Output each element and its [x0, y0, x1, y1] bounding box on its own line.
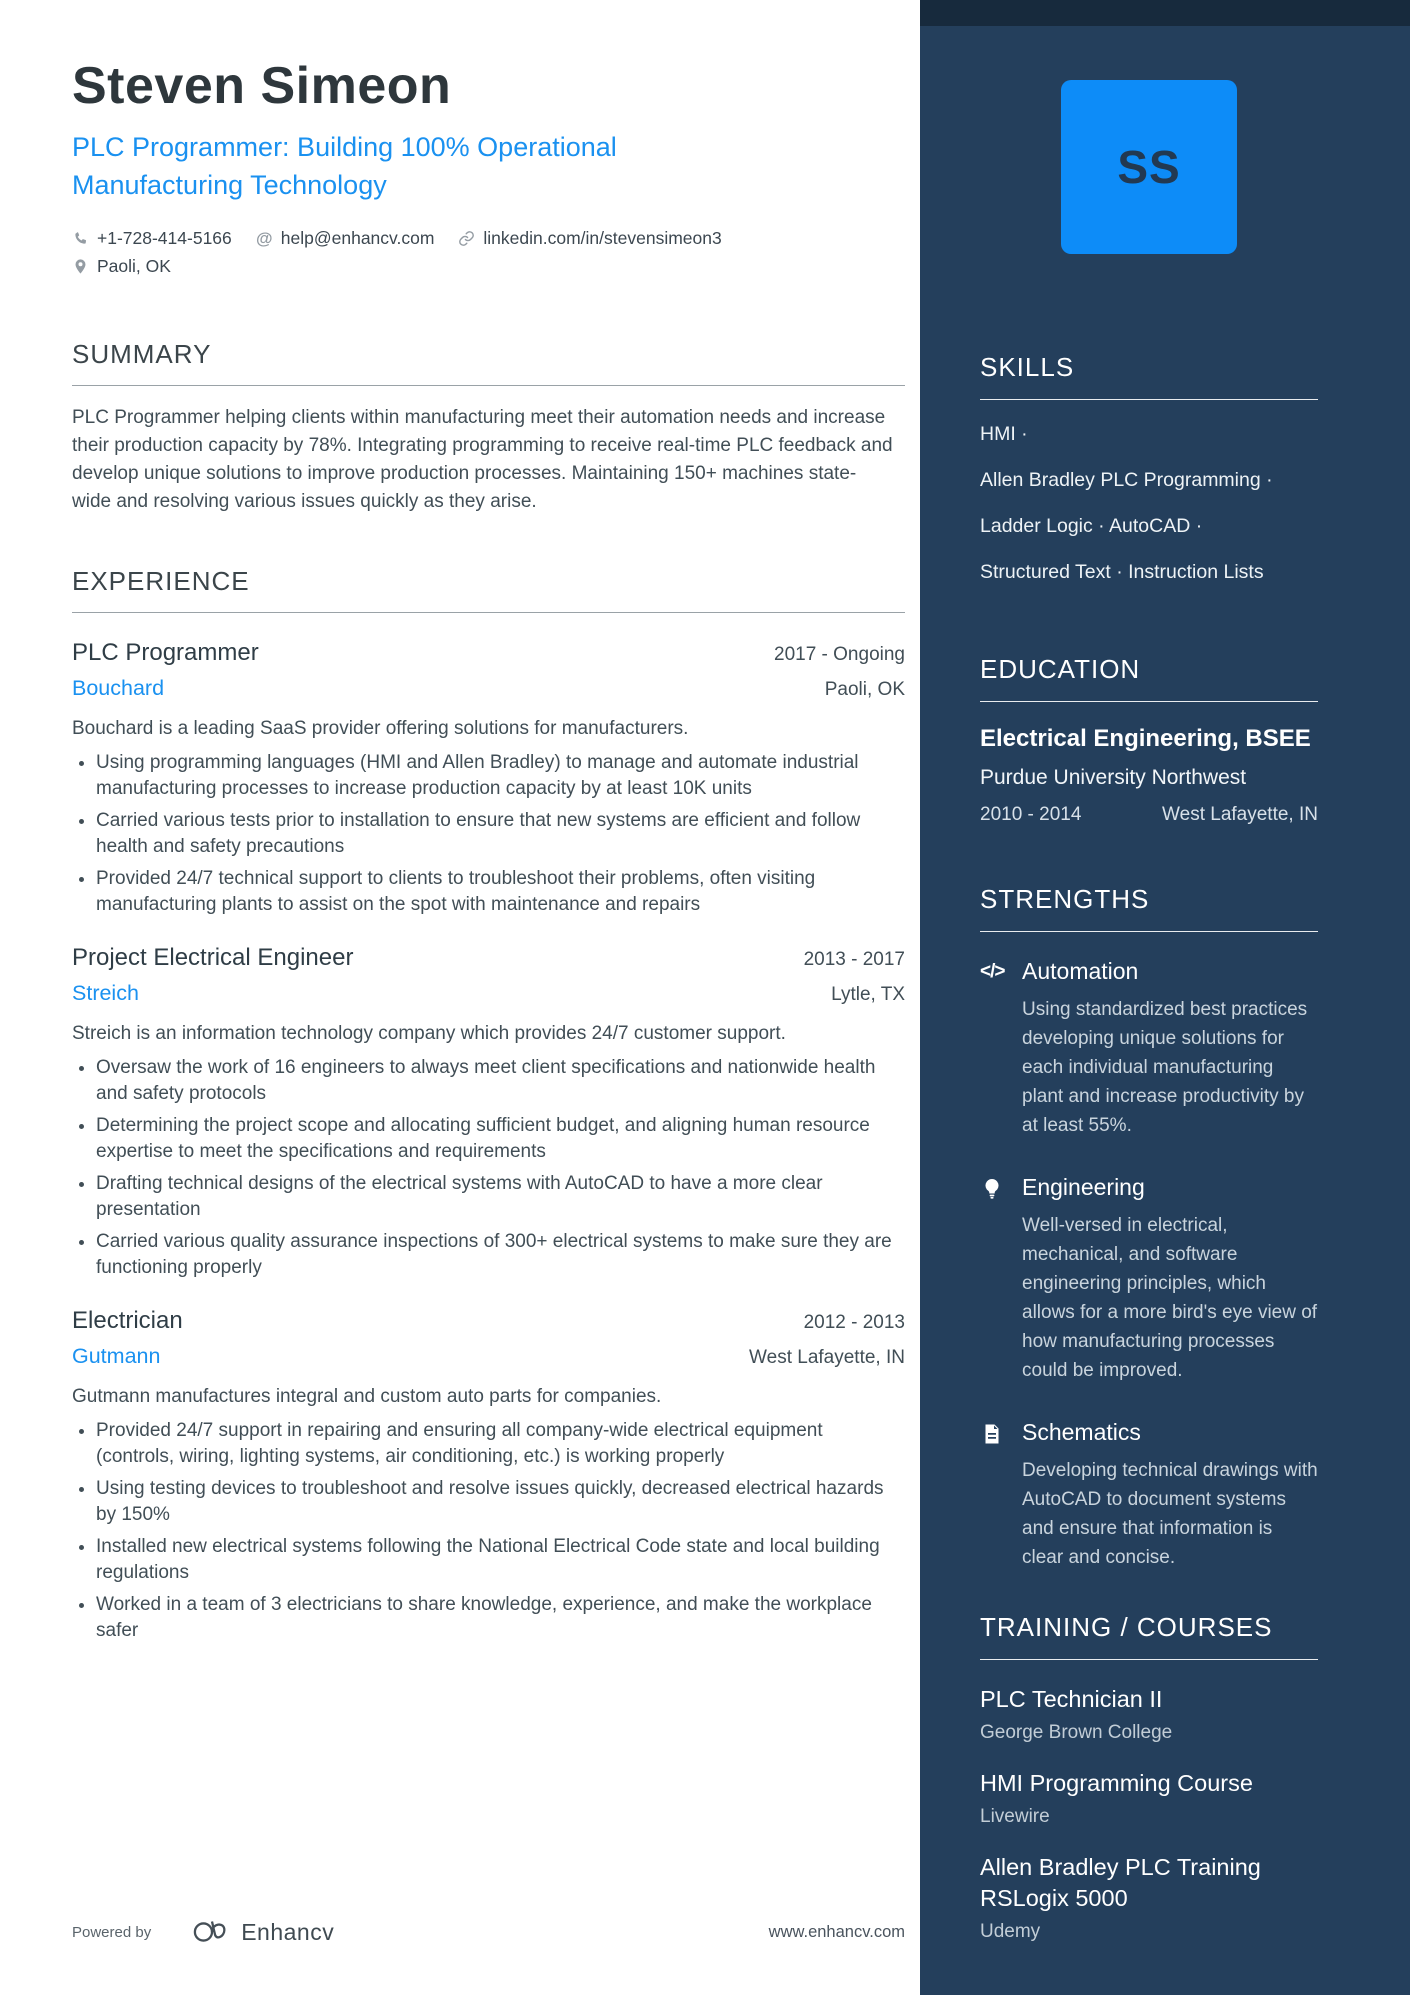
- strength-item: [980, 1419, 1318, 1572]
- website-link[interactable]: www.enhancv.com: [768, 1922, 905, 1941]
- course-title: PLC Technician II: [980, 1686, 1163, 1712]
- phone-text: +1-728-414-5166: [97, 228, 232, 248]
- course-title: Allen Bradley PLC Training RSLogix 5000: [980, 1854, 1261, 1911]
- location-text: Paoli, OK: [97, 256, 171, 276]
- strength-item: [980, 1174, 1318, 1385]
- job-bullet: • Carried various quality assurance inspections of 300+ electrical systems to make sure they are functioning properly: [96, 1229, 896, 1281]
- summary-text: PLC Programmer helping clients within manufacturing meet their automation needs and increase their production capacity by 78%. Integrating programming to receive real-time PLC feedback and develop unique solutions to improve production processes. Maintaining 150+ machines state-wide and resolving various issues quickly as they arise.: [72, 407, 893, 512]
- job-entry: [72, 944, 905, 1281]
- avatar: SS: [1061, 80, 1237, 254]
- strengths-heading: STRENGTHS: [980, 884, 1318, 932]
- job-bullet-list: [72, 1055, 905, 1281]
- experience-section: [72, 566, 905, 1644]
- code-icon: </>: [980, 961, 1005, 982]
- location-item: [72, 256, 171, 277]
- email-text[interactable]: help@enhancv.com: [280, 228, 435, 248]
- powered-by-label: Powered by: [72, 1923, 152, 1941]
- strength-item: [980, 958, 1318, 1140]
- course-title: HMI Programming Course: [980, 1770, 1253, 1796]
- contact-row-2: [72, 256, 905, 277]
- course-provider: Udemy: [980, 1921, 1041, 1942]
- job-location: West Lafayette, IN: [749, 1347, 905, 1368]
- strength-text: Developing technical drawings with AutoCAD to document systems and ensure that information is clear and concise.: [1022, 1460, 1318, 1568]
- training-heading: TRAINING / COURSES: [980, 1612, 1318, 1660]
- strengths-section: [980, 884, 1318, 1572]
- job-title: PLC Programmer: [72, 639, 259, 666]
- enhancv-logo-icon: [193, 1917, 231, 1947]
- summary-section: [72, 339, 905, 516]
- strength-title: Schematics: [1022, 1419, 1141, 1445]
- job-bullet-list: [72, 1418, 905, 1644]
- skills-heading: SKILLS: [980, 352, 1318, 400]
- job-dates: 2012 - 2013: [803, 1312, 905, 1333]
- linkedin-item[interactable]: [458, 228, 721, 249]
- course-item: [980, 1852, 1318, 1943]
- headline: PLC Programmer: Building 100% Operational Manufacturing Technology: [72, 132, 617, 200]
- job-company: Bouchard: [72, 676, 165, 700]
- location-pin-icon: [72, 258, 89, 275]
- person-name: Steven Simeon: [72, 57, 452, 115]
- phone-item: [72, 228, 232, 249]
- job-location: Lytle, TX: [831, 984, 905, 1005]
- job-bullet: • Using programming languages (HMI and Allen Bradley) to manage and automate industrial manufacturing processes to increase production capacity by at least 10K units: [96, 750, 896, 802]
- job-bullet: • Oversaw the work of 16 engineers to always meet client specifications and nationwide health and safety protocols: [96, 1055, 896, 1107]
- course-item: [980, 1684, 1318, 1744]
- contact-row-1: [72, 228, 905, 249]
- enhancv-brand[interactable]: [193, 1917, 334, 1947]
- at-sign-icon: @: [255, 228, 273, 248]
- job-title: Electrician: [72, 1307, 183, 1334]
- skill-line: Allen Bradley PLC Programming ·: [980, 469, 1273, 491]
- education-school: Purdue University Northwest: [980, 766, 1247, 789]
- email-item[interactable]: [256, 228, 435, 249]
- job-bullet: • Provided 24/7 support in repairing and ensuring all company-wide electrical equipment (controls, wiring, lighting systems, air conditioning, etc.) is working properly: [96, 1418, 896, 1470]
- strength-title: Automation: [1022, 958, 1139, 984]
- job-bullet: • Installed new electrical systems following the National Electrical Code state and local building regulations: [96, 1534, 896, 1586]
- skill-line: Ladder Logic · AutoCAD ·: [980, 515, 1203, 537]
- course-provider: Livewire: [980, 1806, 1050, 1827]
- link-icon: [458, 230, 475, 247]
- sidebar: [920, 0, 1410, 1995]
- skills-section: [980, 352, 1318, 584]
- job-entry: [72, 1307, 905, 1644]
- job-bullet: • Carried various tests prior to installation to ensure that new systems are efficient and follow health and safety precautions: [96, 808, 896, 860]
- job-bullet-list: [72, 750, 905, 918]
- job-description: Bouchard is a leading SaaS provider offering solutions for manufacturers.: [72, 718, 689, 739]
- job-bullet: • Using testing devices to troubleshoot and resolve issues quickly, decreased electrical hazards by 150%: [96, 1476, 896, 1528]
- footer: [72, 1917, 905, 1947]
- course-provider: George Brown College: [980, 1722, 1173, 1743]
- strength-text: Well-versed in electrical, mechanical, and software engineering principles, which allows for a more bird's eye view of how manufacturing processes could be improved.: [1022, 1215, 1318, 1381]
- job-bullet: • Drafting technical designs of the electrical systems with AutoCAD to have a more clear presentation: [96, 1171, 896, 1223]
- job-dates: 2017 - Ongoing: [774, 644, 905, 665]
- job-title: Project Electrical Engineer: [72, 944, 354, 971]
- job-description: Gutmann manufactures integral and custom auto parts for companies.: [72, 1386, 662, 1407]
- experience-heading: EXPERIENCE: [72, 566, 905, 613]
- skill-line: Structured Text · Instruction Lists: [980, 561, 1264, 583]
- education-section: [980, 654, 1318, 826]
- job-company: Streich: [72, 981, 139, 1005]
- job-bullet: • Worked in a team of 3 electricians to share knowledge, experience, and make the workplace safer: [96, 1592, 896, 1644]
- course-item: [980, 1768, 1318, 1828]
- education-location: West Lafayette, IN: [1162, 804, 1318, 825]
- job-entry: [72, 639, 905, 918]
- strength-title: Engineering: [1022, 1174, 1145, 1200]
- strength-text: Using standardized best practices developing unique solutions for each individual manufacturing plant and increase productivity by at least 55%.: [1022, 999, 1308, 1136]
- job-description: Streich is an information technology company which provides 24/7 customer support.: [72, 1023, 786, 1044]
- document-icon: [980, 1419, 1022, 1572]
- education-degree: Electrical Engineering, BSEE: [980, 725, 1311, 752]
- education-dates: 2010 - 2014: [980, 804, 1082, 825]
- job-bullet: • Provided 24/7 technical support to clients to troubleshoot their problems, often visiting manufacturing plants to assist on the spot with maintenance and repairs: [96, 866, 896, 918]
- phone-icon: [72, 230, 89, 247]
- training-section: [980, 1612, 1318, 1943]
- education-heading: EDUCATION: [980, 654, 1318, 702]
- sidebar-top-strip: [920, 0, 1410, 26]
- skill-line: HMI ·: [980, 423, 1028, 445]
- job-company: Gutmann: [72, 1344, 161, 1368]
- job-location: Paoli, OK: [824, 679, 905, 700]
- summary-heading: SUMMARY: [72, 339, 905, 386]
- contact-block: [72, 228, 905, 277]
- brand-name: Enhancv: [241, 1918, 335, 1945]
- linkedin-text[interactable]: linkedin.com/in/stevensimeon3: [483, 228, 722, 248]
- job-bullet: • Determining the project scope and allocating sufficient budget, and aligning human resource expertise to meet the specifications and requirements: [96, 1113, 896, 1165]
- lightbulb-icon: [980, 1174, 1022, 1385]
- job-dates: 2013 - 2017: [803, 949, 905, 970]
